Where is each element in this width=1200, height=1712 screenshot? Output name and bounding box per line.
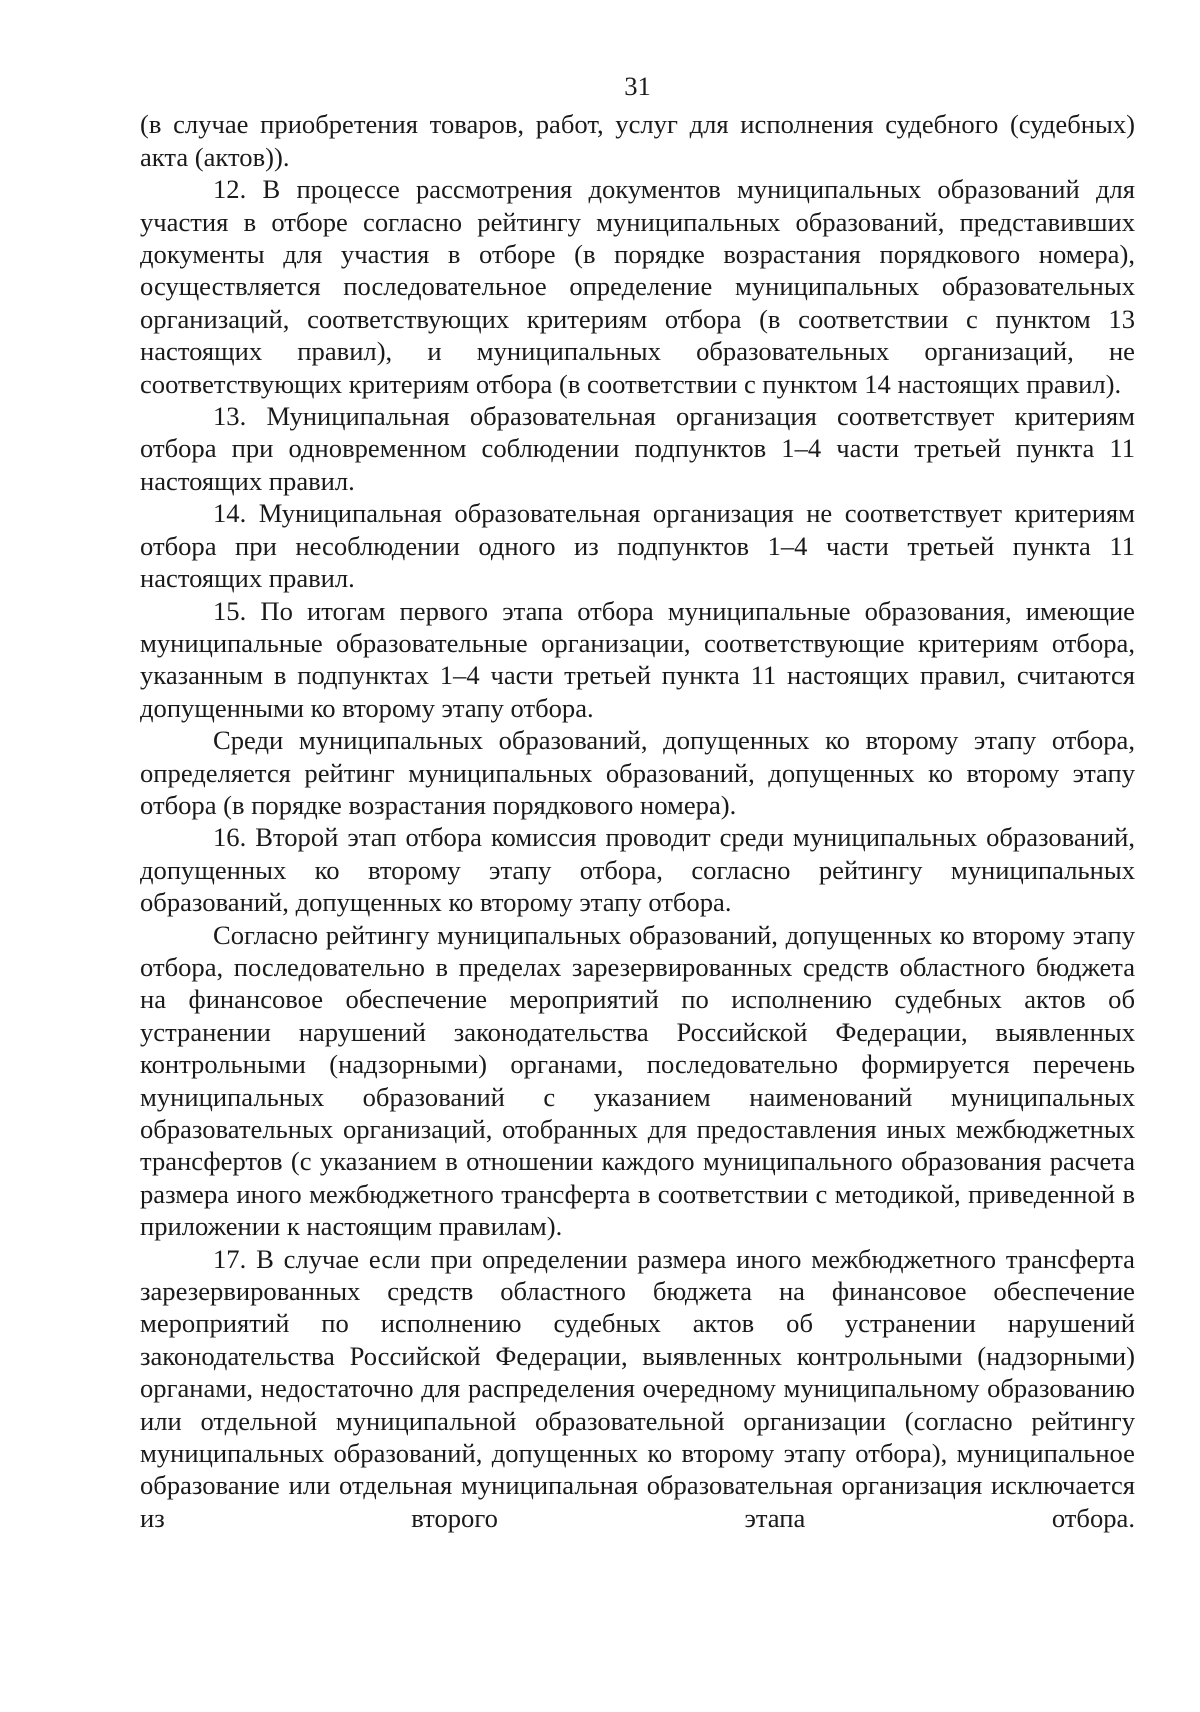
- paragraph-continuation: (в случае приобретения товаров, работ, услуг для исполнения судебного (судебных) акта (актов)).: [140, 109, 1135, 172]
- paragraph-item-16-list: Согласно рейтингу муниципальных образований, допущенных ко второму этапу отбора, последовательно в пределах зарезервированных средств областного бюджета на финансовое обеспечение мероприятий по исполнению судебных актов об устранении нарушений законодательства Российской Федерации, выявленных контрольными (надзорными) органами, последовательно формируется перечень муниципальных образований с указанием наименований муниципальных образовательных организаций, отобранных для предоставления иных межбюджетных трансфертов (с указанием в отношении каждого муниципального образования расчета размера иного межбюджетного трансферта в соответствии с методикой, приведенной в приложении к настоящим правилам).: [140, 919, 1135, 1242]
- paragraph-item-15: 15. По итогам первого этапа отбора муниципальные образования, имеющие муниципальные образовательные организации, соответствующие критериям отбора, указанным в подпунктах 1–4 части третьей пункта 11 настоящих правил, считаются допущенными ко второму этапу отбора.: [140, 595, 1135, 723]
- paragraph-item-12: 12. В процессе рассмотрения документов муниципальных образований для участия в отборе согласно рейтингу муниципальных образований, представивших документы для участия в отборе (в порядке возрастания порядкового номера), осуществляется последовательное определение муниципальных образовательных организаций, соответствующих критериям отбора (в соответствии с пунктом 13 настоящих правил), и муниципальных образовательных организаций, не соответствующих критериям отбора (в соответствии с пунктом 14 настоящих правил).: [140, 174, 1135, 399]
- paragraph-item-15-rating: Среди муниципальных образований, допущенных ко второму этапу отбора, определяется рейтинг муниципальных образований, допущенных ко второму этапу отбора (в порядке возрастания порядкового номера).: [140, 725, 1135, 820]
- paragraph-item-17: 17. В случае если при определении размера иного межбюджетного трансферта зарезервированных средств областного бюджета на финансовое обеспечение мероприятий по исполнению судебных актов об устранении нарушений законодательства Российской Федерации, выявленных контрольными (надзорными) органами, недостаточно для распределения очередному муниципальному образованию или отдельной муниципальной образовательной организации (согласно рейтингу муниципальных образований, допущенных ко второму этапу отбора), муниципальное образование или отдельная муниципальная образовательная организация исключается из второго этапа отбора.: [140, 1243, 1135, 1533]
- document-page: [140, 70, 1135, 1534]
- paragraph-item-16: 16. Второй этап отбора комиссия проводит среди муниципальных образований, допущенных ко второму этапу отбора, согласно рейтингу муниципальных образований, допущенных ко второму этапу отбора.: [140, 822, 1135, 918]
- paragraph-item-13: 13. Муниципальная образовательная организация соответствует критериям отбора при одновременном соблюдении подпунктов 1–4 части третьей пункта 11 настоящих правил.: [140, 401, 1135, 496]
- paragraph-item-14: 14. Муниципальная образовательная организация не соответствует критериям отбора при несоблюдении одного из подпунктов 1–4 части третьей пункта 11 настоящих правил.: [140, 498, 1135, 594]
- page-number: 31: [624, 71, 651, 101]
